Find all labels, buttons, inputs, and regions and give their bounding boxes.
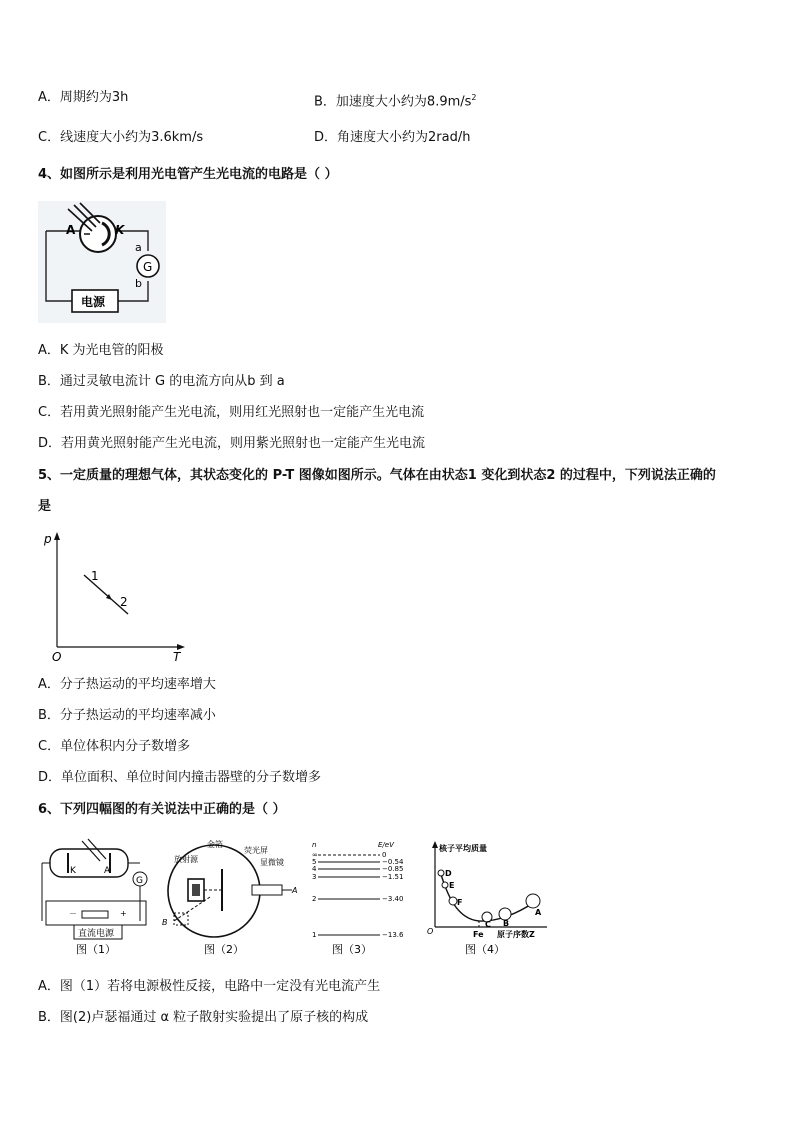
q5-stem-line2: 是 <box>38 499 52 514</box>
q6-fig2-caption: 图（2） <box>204 943 244 956</box>
q5-option-d: D．单位面积、单位时间内撞击器壁的分子数增多 <box>38 770 322 785</box>
q6-fig4-y-label: 核子平均质量 <box>439 844 487 853</box>
q6-fig1-power: 直流电源 <box>78 929 115 939</box>
q4-circuit-svg <box>38 201 166 323</box>
q6-fig4-caption: 图（4） <box>465 943 505 956</box>
q6-fig1-caption: 图（1） <box>76 943 116 956</box>
q4-option-a: A．K 为光电管的阳极 <box>38 343 164 358</box>
q5-option-c: C．单位体积内分子数增多 <box>38 739 191 754</box>
q4-power-label: 电源 <box>81 295 106 309</box>
q6-fig3-n-4: 4 <box>312 865 317 873</box>
q6-fig3-n-inf: ∞ <box>312 851 318 859</box>
q5-option-a: A．分子热运动的平均速率增大 <box>38 677 216 692</box>
q6-figure-4 <box>425 835 553 957</box>
q3-option-b <box>314 90 477 110</box>
q6-fig1-minus: － <box>69 909 77 918</box>
q3-option-b-text: B．加速度大小约为8.9m/s <box>314 94 472 110</box>
q6-fig3-e-4: −0.85 <box>382 865 404 873</box>
q5-pt-graph <box>40 530 190 665</box>
q6-fig2-a: A <box>292 886 298 895</box>
q4-option-d: D．若用黄光照射能产生光电流，则用紫光照射也一定能产生光电流 <box>38 436 426 451</box>
q6-fig3-e-2: −3.40 <box>382 895 404 903</box>
q6-fig4-point-d: D <box>445 869 452 878</box>
q6-fig4-point-b: B <box>503 919 510 928</box>
q6-figure-2-svg <box>160 835 300 957</box>
q4-option-c: C．若用黄光照射能产生光电流，则用红光照射也一定能产生光电流 <box>38 405 425 420</box>
q4-label-k: K <box>115 223 125 237</box>
q5-state-2: 2 <box>120 595 128 609</box>
q6-figure-3-svg <box>310 835 410 957</box>
q6-option-a: A．图（1）若将电源极性反接，电路中一定没有光电流产生 <box>38 979 381 994</box>
q6-fig2-screen: 荧光屏 <box>244 846 268 855</box>
q6-fig3-levels <box>318 855 380 935</box>
q6-fig3-n-3: 3 <box>312 873 317 881</box>
q6-fig1-k: K <box>70 866 76 876</box>
q6-fig2-microscope: 显微镜 <box>260 858 284 867</box>
q6-fig3-n-header: n <box>312 841 317 849</box>
q6-fig4-fe: Fe <box>473 930 484 939</box>
q6-fig3-caption: 图（3） <box>332 943 372 956</box>
q6-fig4-origin: O <box>427 927 434 936</box>
q4-option-b: B．通过灵敏电流计 G 的电流方向从b 到 a <box>38 374 285 389</box>
q6-fig3-n-5: 5 <box>312 858 317 866</box>
q6-fig3-e-inf: 0 <box>382 851 387 859</box>
q6-fig3-n-2: 2 <box>312 895 317 903</box>
q6-fig4-point-c: C <box>485 920 491 929</box>
q6-fig3-e-3: −1.51 <box>382 873 404 881</box>
q4-label-anode-a: A <box>66 223 76 237</box>
q4-label-b: b <box>135 277 142 290</box>
q6-figure-1 <box>38 835 160 957</box>
q3-option-b-exponent: 2 <box>471 93 477 102</box>
q6-fig4-point-f: F <box>457 898 463 907</box>
q5-origin-o: O <box>52 650 62 664</box>
q3-option-a: A．周期约为3h <box>38 90 129 105</box>
q5-axis-p: p <box>44 532 52 546</box>
q5-option-b: B．分子热运动的平均速率减小 <box>38 708 216 723</box>
q4-stem: 4、如图所示是利用光电管产生光电流的电路是（ ） <box>38 167 338 182</box>
q5-axis-t: T <box>173 650 181 664</box>
q6-fig2-b: B <box>162 918 168 927</box>
q6-stem: 6、下列四幅图的有关说法中正确的是（ ） <box>38 802 286 817</box>
q6-figure-1-svg <box>38 835 160 957</box>
q4-label-g: G <box>143 260 153 274</box>
q6-fig3-e-header: E/eV <box>378 841 394 849</box>
q5-pt-graph-svg <box>40 530 190 665</box>
q5-state-1: 1 <box>91 569 99 583</box>
q4-photocell-circuit-figure <box>38 201 166 323</box>
q6-fig1-g: G <box>136 876 143 886</box>
q3-option-d: D．角速度大小约为2rad/h <box>314 130 471 145</box>
q6-figure-3 <box>310 835 410 957</box>
q6-figure-2 <box>160 835 300 957</box>
q6-fig4-point-e: E <box>449 881 455 890</box>
q6-fig2-foil: 金箔 <box>207 840 223 849</box>
q6-fig1-a: A <box>104 866 111 876</box>
q5-stem-line1: 5、一定质量的理想气体，其状态变化的 P-T 图像如图所示。气体在由状态1 变化到状态2 的过程中，下列说法正确的 <box>38 468 716 483</box>
q6-figure-4-svg <box>425 835 553 957</box>
q6-fig4-x-label: 原子序数Z <box>497 930 535 939</box>
q6-fig3-e-1: −13.6 <box>382 931 404 939</box>
q6-fig2-source: 放射源 <box>174 855 198 864</box>
q3-option-c: C．线速度大小约为3.6km/s <box>38 130 204 145</box>
q4-label-a: a <box>135 241 142 254</box>
q6-fig3-e-5: −0.54 <box>382 858 404 866</box>
q6-option-b: B．图(2)卢瑟福通过 α 粒子散射实验提出了原子核的构成 <box>38 1010 369 1025</box>
q6-fig1-plus: + <box>120 909 127 918</box>
q6-fig3-n-1: 1 <box>312 931 317 939</box>
q6-fig4-point-a: A <box>535 908 542 917</box>
